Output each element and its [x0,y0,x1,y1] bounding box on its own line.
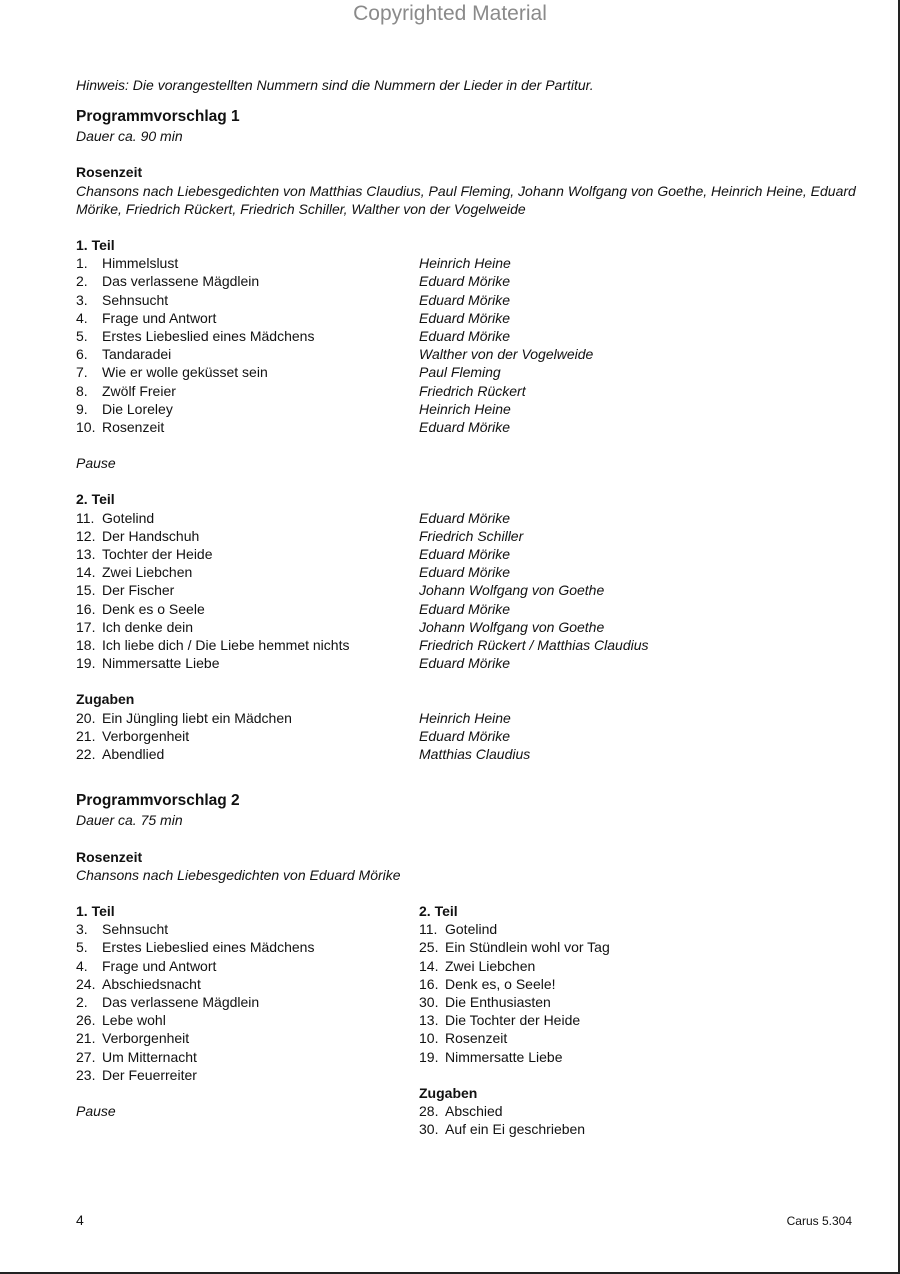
program-2-title: Programmvorschlag 2 [76,792,240,810]
song-poet: Eduard Mörike [419,655,511,672]
song-poet: Paul Fleming [419,364,501,381]
song-poet: Eduard Mörike [419,309,511,326]
song-row [76,938,419,956]
song-number: 8. [76,382,88,399]
song-number: 25. [419,939,439,956]
song-title: Sehnsucht [102,291,169,308]
song-number: 10. [419,1030,439,1047]
song-row [76,272,856,290]
song-row [76,400,856,418]
song-title: Tochter der Heide [102,546,213,563]
song-poet: Johann Wolfgang von Goethe [419,582,605,599]
song-number: 16. [76,600,96,617]
song-row [76,654,856,672]
song-row [76,618,856,636]
song-number: 7. [76,364,88,381]
song-title: Rosenzeit [102,419,165,436]
song-poet: Friedrich Rückert / Matthias Claudius [419,637,649,654]
song-title: Abendlied [102,746,165,763]
program-1-heading: Rosenzeit [76,164,143,181]
song-number: 9. [76,400,88,417]
song-row [76,309,856,327]
song-poet: Eduard Mörike [419,600,511,617]
song-number: 18. [76,637,96,654]
song-row [76,709,856,727]
song-title: Himmelslust [102,255,179,272]
song-title: Zwei Liebchen [445,957,536,974]
song-poet: Eduard Mörike [419,509,511,526]
song-poet: Eduard Mörike [419,419,511,436]
song-number: 24. [76,975,96,992]
song-number: 4. [76,957,88,974]
song-number: 5. [76,328,88,345]
song-title: Gotelind [102,509,155,526]
publisher-code: Carus 5.304 [786,1214,852,1228]
song-title: Ich liebe dich / Die Liebe hemmet nichts [102,637,350,654]
song-poet: Heinrich Heine [419,709,511,726]
song-number: 5. [76,939,88,956]
song-row [76,563,856,581]
page-content [76,76,856,1138]
song-row [76,1066,419,1084]
song-poet: Walther von der Vogelweide [419,346,594,363]
song-row [76,993,419,1011]
song-title: Sehnsucht [102,921,169,938]
song-title: Auf ein Ei geschrieben [445,1121,586,1138]
song-poet: Friedrich Schiller [419,527,524,544]
program-1-duration: Dauer ca. 90 min [76,128,183,145]
song-row [419,1120,856,1138]
song-title: Der Fischer [102,582,175,599]
song-row [419,957,856,975]
song-row [76,581,856,599]
song-title: Denk es o Seele [102,600,205,617]
song-title: Erstes Liebeslied eines Mädchens [102,939,315,956]
song-poet: Heinrich Heine [419,400,511,417]
hint-note: Hinweis: Die vorangestellten Nummern sind die Nummern der Lieder in der Partitur. [76,77,594,93]
song-number: 10. [76,419,96,436]
song-number: 2. [76,273,88,290]
program-1 [76,107,856,763]
song-poet: Eduard Mörike [419,273,511,290]
song-title: Verborgenheit [102,727,190,744]
song-number: 6. [76,346,88,363]
song-row [76,920,419,938]
song-title: Frage und Antwort [102,957,217,974]
song-poet: Matthias Claudius [419,746,531,763]
page-number: 4 [76,1212,84,1228]
song-row [76,1011,419,1029]
program-1-encore-list [76,709,856,764]
song-title: Gotelind [445,921,498,938]
song-title: Der Handschuh [102,527,200,544]
program-2 [76,791,856,1138]
song-number: 3. [76,921,88,938]
program-1-pause: Pause [76,455,116,472]
song-row [76,975,419,993]
copyright-watermark: Copyrighted Material [353,2,547,25]
program-1-part2-list [76,509,856,673]
song-title: Ein Jüngling liebt ein Mädchen [102,709,292,726]
song-title: Ich denke dein [102,618,194,635]
program-2-part1-label: 1. Teil [76,902,115,919]
song-number: 14. [76,564,96,581]
song-row [76,1048,419,1066]
program-2-left-column [76,902,419,1138]
song-number: 26. [76,1012,96,1029]
song-number: 13. [419,1012,439,1029]
song-title: Verborgenheit [102,1030,190,1047]
program-2-duration: Dauer ca. 75 min [76,812,183,829]
song-number: 21. [76,727,96,744]
song-row [76,727,856,745]
song-number: 13. [76,546,96,563]
song-poet: Friedrich Rückert [419,382,526,399]
song-number: 1. [76,255,88,272]
song-title: Nimmersatte Liebe [102,655,220,672]
song-title: Das verlassene Mägdlein [102,273,260,290]
song-row [419,993,856,1011]
song-row [76,363,856,381]
song-row [76,327,856,345]
song-title: Rosenzeit [445,1030,508,1047]
song-poet: Heinrich Heine [419,255,511,272]
program-2-pause: Pause [76,1102,116,1119]
song-row [419,975,856,993]
song-row [419,1011,856,1029]
song-number: 17. [76,618,96,635]
song-number: 30. [419,1121,439,1138]
song-row [76,382,856,400]
program-2-right-column [419,902,856,1138]
song-title: Die Enthusiasten [445,993,551,1010]
song-number: 21. [76,1030,96,1047]
song-title: Zwölf Freier [102,382,176,399]
song-row [419,920,856,938]
song-row [76,600,856,618]
song-row [419,1048,856,1066]
song-title: Die Tochter der Heide [445,1012,581,1029]
song-row [76,527,856,545]
song-row [76,745,856,763]
program-2-subtitle: Chansons nach Liebesgedichten von Eduard Mörike [76,866,401,883]
song-number: 20. [76,709,96,726]
song-title: Abschiedsnacht [102,975,201,992]
song-title: Der Feuerreiter [102,1066,197,1083]
program-1-part1-list [76,254,856,436]
song-number: 3. [76,291,88,308]
program-1-title: Programmvorschlag 1 [76,108,240,126]
song-title: Das verlassene Mägdlein [102,993,260,1010]
song-title: Um Mitternacht [102,1048,197,1065]
song-poet: Johann Wolfgang von Goethe [419,618,605,635]
song-number: 16. [419,975,439,992]
song-row [76,509,856,527]
song-title: Frage und Antwort [102,309,217,326]
program-2-encore-list [419,1102,856,1138]
program-1-subtitle: Chansons nach Liebesgedichten von Matthias Claudius, Paul Fleming, Johann Wolfgang von Goethe, Heinrich Heine, Eduard Mörike, Friedrich Rückert, Friedrich Schiller, Walther von der Vogelweide [76,182,856,217]
song-poet: Eduard Mörike [419,727,511,744]
song-number: 27. [76,1048,96,1065]
program-2-part1-list [76,920,419,1084]
song-title: Denk es, o Seele! [445,975,556,992]
song-number: 28. [419,1102,439,1119]
program-2-heading: Rosenzeit [76,848,143,865]
song-row [419,938,856,956]
song-number: 15. [76,582,96,599]
song-title: Erstes Liebeslied eines Mädchens [102,328,315,345]
song-row [76,545,856,563]
song-poet: Eduard Mörike [419,291,511,308]
song-title: Tandaradei [102,346,172,363]
song-row [76,418,856,436]
song-row [419,1102,856,1120]
song-number: 11. [76,509,95,526]
song-title: Zwei Liebchen [102,564,193,581]
song-title: Nimmersatte Liebe [445,1048,563,1065]
song-number: 19. [76,655,96,672]
song-title: Wie er wolle geküsset sein [102,364,268,381]
song-row [76,957,419,975]
song-number: 19. [419,1048,439,1065]
song-poet: Eduard Mörike [419,564,511,581]
program-2-part2-label: 2. Teil [419,902,458,919]
program-1-part1-label: 1. Teil [76,237,115,254]
song-row [76,345,856,363]
song-poet: Eduard Mörike [419,328,511,345]
song-title: Ein Stündlein wohl vor Tag [445,939,610,956]
song-number: 23. [76,1066,96,1083]
song-number: 12. [76,527,96,544]
program-1-encore-label: Zugaben [76,691,135,708]
program-1-part2-label: 2. Teil [76,491,115,508]
song-row [76,291,856,309]
song-row [419,1029,856,1047]
song-poet: Eduard Mörike [419,546,511,563]
song-row [76,636,856,654]
song-number: 30. [419,993,439,1010]
song-row [76,1029,419,1047]
song-title: Lebe wohl [102,1012,166,1029]
song-number: 11. [419,921,438,938]
song-number: 4. [76,309,88,326]
song-number: 2. [76,993,88,1010]
song-row [76,254,856,272]
program-2-encore-label: Zugaben [419,1084,478,1101]
song-title: Abschied [445,1102,503,1119]
program-2-part2-list [419,920,856,1066]
song-title: Die Loreley [102,400,173,417]
song-number: 22. [76,746,96,763]
song-number: 14. [419,957,439,974]
